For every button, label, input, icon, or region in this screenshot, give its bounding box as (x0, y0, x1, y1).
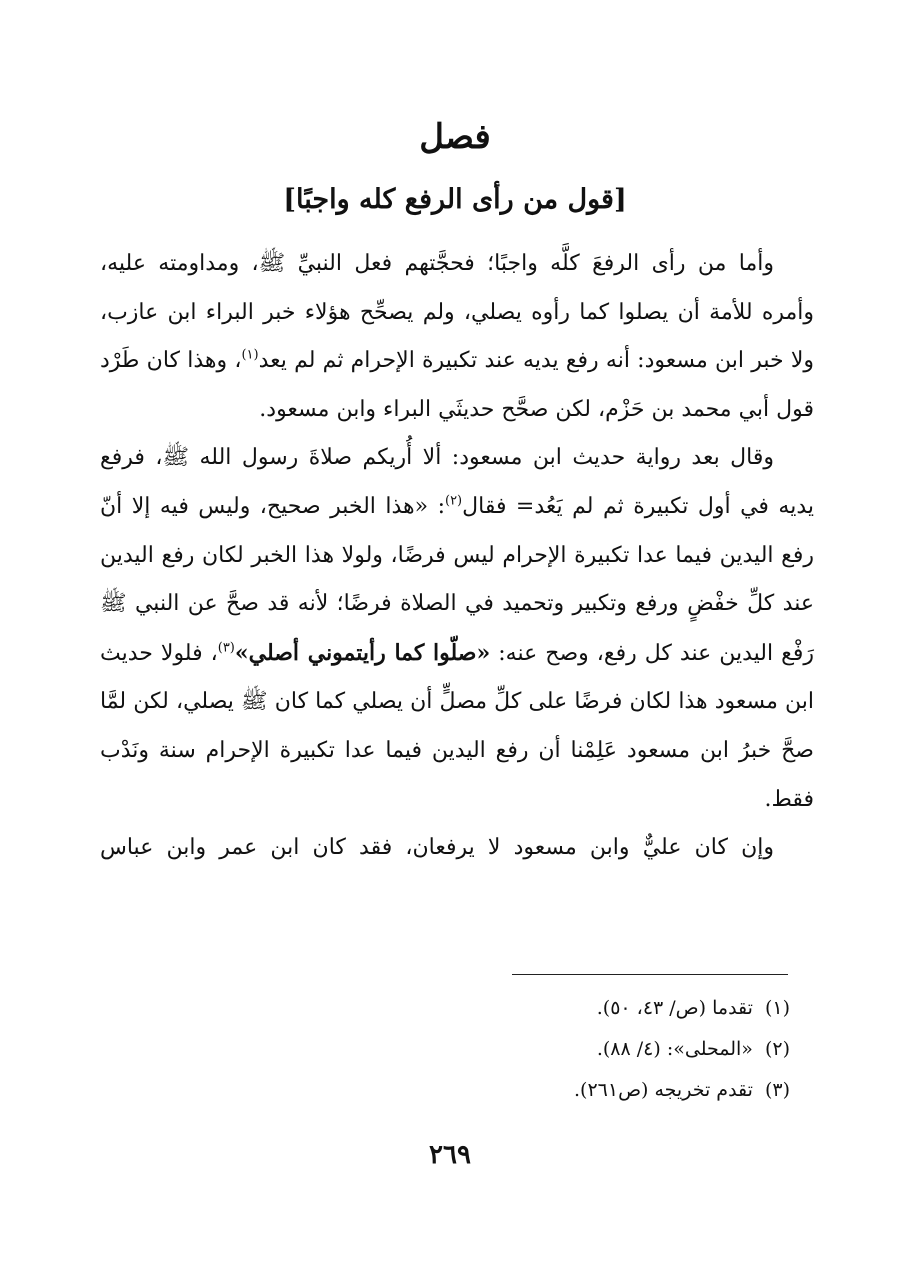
footnote-3 (300, 1070, 790, 1111)
body-text (100, 240, 814, 873)
chapter-title: فصل (419, 117, 491, 157)
page-number: ٢٦٩ (429, 1140, 471, 1170)
footnote-text: تقدما (ص/ ٤٣، ٥٠). (596, 997, 753, 1019)
footnote-ref-3: (٣) (217, 640, 235, 656)
footnote-number: (١) (764, 997, 790, 1019)
paragraph-1-text-a: وأما من رأى الرفعَ كلَّه واجبًا؛ فحجَّتهم فعل النبيِّ ﷺ، ومداومته عليه، وأمره للأمة أن يصلوا كما رأوه يصلي، ولم يصحِّح هؤلاء خبر البراء ابن عازب، ولا خبر ابن مسعود: أنه رفع يديه عند تكبيرة الإحرام ثم لم يعد (100, 251, 814, 374)
footnote-number: (٢) (764, 1038, 790, 1060)
paragraph-1 (100, 240, 814, 434)
footnote-2 (300, 1029, 790, 1070)
section-title: [قول من رأى الرفع كله واجبًا] (283, 184, 627, 215)
footnote-text: تقدم تخريجه (ص٢٦١). (573, 1079, 753, 1101)
paragraph-3 (100, 824, 814, 873)
footnote-ref-2: (٢) (444, 493, 463, 509)
paragraph-2 (100, 434, 814, 824)
paragraph-2-text-b: : «هذا الخبر صحيح، وليس فيه إلا أنّ رفع اليدين فيما عدا تكبيرة الإحرام ليس فرضًا، ولولا هذا الخبر لكان رفع اليدين عند كلِّ خفْضٍ ورفع وتكبير وتحميد في الصلاة فرضًا؛ لأنه قد صحَّ عن النبي ﷺ رَفْع اليدين عند كل رفع، وصح عنه: (100, 493, 814, 666)
footnote-1 (300, 988, 790, 1029)
footnote-text: «المحلى»: (٤/ ٨٨). (596, 1038, 753, 1060)
paragraph-2-text-a: وقال بعد رواية حديث ابن مسعود: ألا أُريكم صلاةَ رسول الله ﷺ، فرفع يديه في أول تكبيرة ثم لم يَعُد= فقال (100, 445, 814, 519)
hadith-quote: «صلّوا كما رأيتموني أصلي» (234, 639, 491, 666)
paragraph-2-text-c: ، فلولا حديث ابن مسعود هذا لكان فرضًا على كلِّ مصلٍّ أن يصلي كما كان ﷺ يصلي، لكن لمَّا صحَّ خبرُ ابن مسعود عَلِمْنا أن رفع اليدين فيما عدا تكبيرة الإحرام سنة ونَدْب فقط. (100, 640, 814, 812)
footnote-divider (512, 974, 788, 975)
footnotes-list (300, 988, 790, 1111)
paragraph-3-text-a: وإن كان عليٌّ وابن مسعود لا يرفعان، فقد كان ابن عمر وابن عباس (100, 835, 774, 861)
footnote-number: (٣) (764, 1079, 790, 1101)
footnote-ref-1: (١) (241, 347, 259, 363)
paragraph-1-text-b: ، وهذا كان طَرْد قول أبي محمد بن حَزْم، لكن صحَّح حديثَي البراء وابن مسعود. (100, 348, 814, 422)
